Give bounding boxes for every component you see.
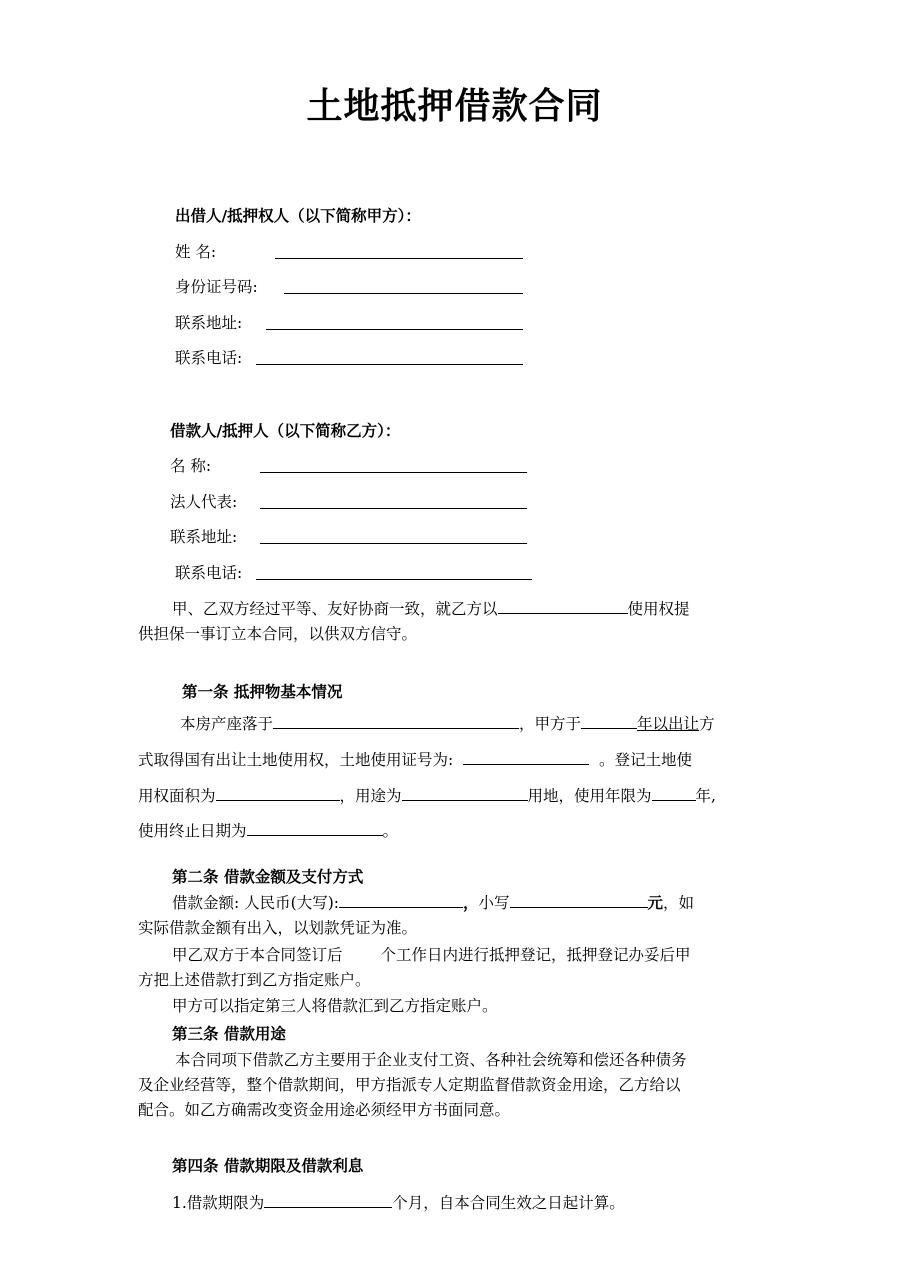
- article2-line-3: 甲乙双方于本合同签订后 个工作日内进行抵押登记，抵押登记办妥后甲: [172, 946, 691, 964]
- borrower-address-blank[interactable]: [260, 543, 527, 544]
- borrower-rep-label: 法人代表:: [170, 493, 238, 511]
- borrower-rep-blank[interactable]: [260, 508, 527, 509]
- article2-heading: 第二条 借款金额及支付方式: [172, 868, 364, 886]
- article3-line-3: 配合。如乙方确需改变资金用途必须经甲方书面同意。: [138, 1101, 511, 1119]
- article3-line-2: 及企业经营等，整个借款期间，甲方指派专人定期监督借款资金用途，乙方给以: [138, 1076, 681, 1094]
- area-blank[interactable]: [216, 786, 340, 801]
- article1-line-3: 用权面积为 ，用途为 用地，使用年限为 年,: [138, 787, 716, 805]
- article2-line-1: 借款金额: 人民币(大写): ，小写 元，如: [172, 894, 695, 912]
- document-title: 土地抵押借款合同: [306, 86, 603, 127]
- lender-phone-label: 联系电话:: [175, 349, 243, 367]
- loan-term-blank[interactable]: [264, 1193, 392, 1208]
- lender-id-label: 身份证号码:: [175, 278, 258, 296]
- article1-line-2: 式取得国有出让土地使用权，土地使用证号为: 。登记土地使: [138, 751, 692, 769]
- lender-address-label: 联系地址:: [175, 314, 243, 332]
- amount-words-blank[interactable]: [339, 893, 463, 908]
- lender-name-blank[interactable]: [275, 258, 523, 259]
- usage-blank[interactable]: [402, 786, 528, 801]
- location-blank[interactable]: [273, 714, 519, 729]
- article1-line-4: 使用终止日期为 。: [138, 822, 399, 840]
- article1-heading: 第一条 抵押物基本情况: [182, 683, 343, 701]
- article3-heading: 第三条 借款用途: [172, 1025, 286, 1043]
- lender-name-label: 姓 名:: [175, 243, 217, 261]
- intro-line-2: 供担保一事订立本合同，以供双方信守。: [138, 625, 418, 643]
- intro-line-1: 甲、乙双方经过平等、友好协商一致，就乙方以 使用权提: [172, 600, 690, 618]
- lender-heading: 出借人/抵押权人（以下简称甲方）：: [175, 207, 421, 225]
- article2-line-2: 实际借款金额有出入，以划款凭证为准。: [138, 919, 418, 937]
- term-blank[interactable]: [652, 786, 696, 801]
- article2-line-4: 方把上述借款打到乙方指定账户。: [138, 971, 371, 989]
- article1-line-1: 本房产座落于 ，甲方于 年以出让方: [180, 715, 715, 733]
- year-blank[interactable]: [581, 714, 637, 729]
- article4-line-1: 1.借款期限为 个月，自本合同生效之日起计算。: [172, 1194, 625, 1212]
- end-date-blank[interactable]: [247, 821, 383, 836]
- borrower-phone-label: 联系电话:: [175, 564, 243, 582]
- borrower-name-blank[interactable]: [260, 472, 527, 473]
- article3-line-1: 本合同项下借款乙方主要用于企业支付工资、各种社会统筹和偿还各种债务: [175, 1051, 687, 1069]
- amount-number-blank[interactable]: [510, 893, 648, 908]
- land-cert-blank[interactable]: [463, 750, 589, 765]
- intro-blank[interactable]: [498, 599, 628, 614]
- lender-phone-blank[interactable]: [256, 364, 523, 365]
- borrower-heading: 借款人/抵押人（以下简称乙方）：: [170, 422, 401, 440]
- borrower-phone-blank[interactable]: [256, 579, 532, 580]
- article4-heading: 第四条 借款期限及借款利息: [172, 1157, 364, 1175]
- borrower-address-label: 联系地址:: [170, 528, 238, 546]
- borrower-name-label: 名 称:: [170, 457, 212, 475]
- lender-address-blank[interactable]: [266, 329, 523, 330]
- lender-id-blank[interactable]: [284, 293, 523, 294]
- article2-line-5: 甲方可以指定第三人将借款汇到乙方指定账户。: [172, 997, 498, 1015]
